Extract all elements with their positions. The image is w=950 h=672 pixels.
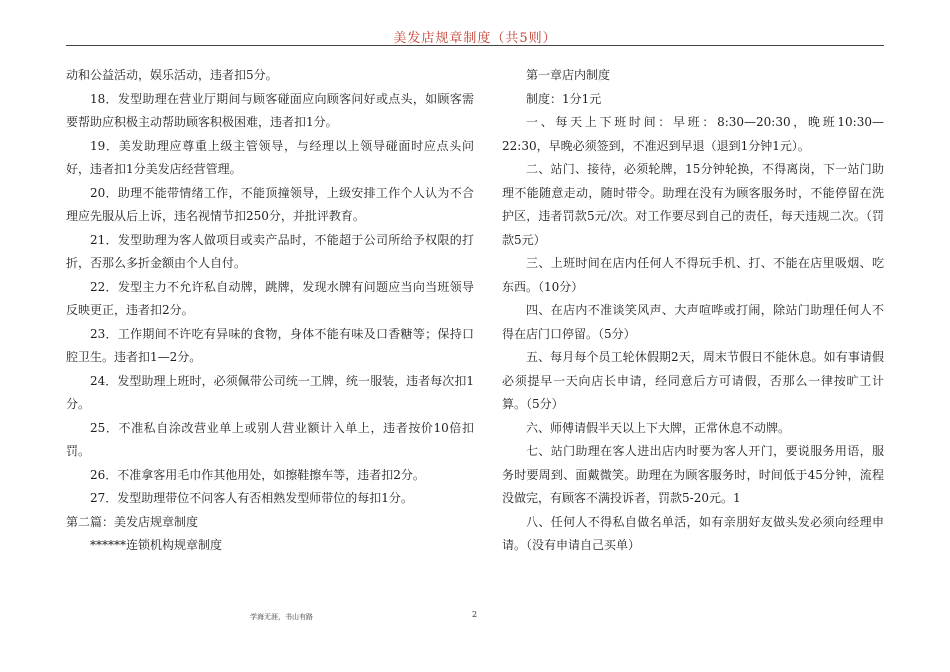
paragraph: 25．不准私自涂改营业单上或别人营业额计入单上，违者按价10倍扣罚。 xyxy=(66,420,474,458)
paragraph: 动和公益活动，娱乐活动，违者扣5分。 xyxy=(66,68,278,82)
document-header-title: 美发店规章制度（共5则） xyxy=(393,31,557,46)
paragraph: 19．美发助理应尊重上级主管领导，与经理以上领导碰面时应点头问好，违者扣1分美发店经营管理。 xyxy=(66,138,474,176)
paragraph: 一、每天上下班时间：早班：8:30—20:30，晚班10:30—22:30，早晚必须签到，不准迟到早退（退到1分钟1元）。 xyxy=(502,115,884,153)
paragraph: 第二篇：美发店规章制度 xyxy=(66,514,199,529)
paragraph: 七、站门助理在客人进出店内时要为客人开门，要说服务用语，服务时要周到、面戴微笑。助理在为顾客服务时，时间低于45分钟，流程没做完，有顾客不满投诉者，罚款5-20元。1 xyxy=(502,444,884,505)
paragraph: 27．发型助理带位不问客人有否相熟发型师带位的每扣1分。 xyxy=(90,491,413,505)
paragraph: 26．不准拿客用毛巾作其他用处，如擦鞋擦车等，违者扣2分。 xyxy=(90,467,425,482)
page-number: 2 xyxy=(472,610,478,619)
paragraph: 二、站门、接待，必须轮牌，15分钟轮换，不得离岗，下一站门助理不能随意走动，随时带令。助理在没有为顾客服务时，不能停留在洗护区，违者罚款5元/次。对工作要尽到自己的责任，每天违规二次。（罚款5元） xyxy=(502,162,884,247)
right-text-column xyxy=(502,64,884,558)
paragraph: 第一章店内制度 xyxy=(526,68,611,82)
paragraph: 六、师傅请假半天以上下大牌，正常休息不动牌。 xyxy=(526,420,791,435)
footer-motto: 学海无涯，书山有路 xyxy=(250,613,313,621)
paragraph: 八、任何人不得私自做名单活，如有亲朋好友做头发必须向经理申请。（没有申请自己买单） xyxy=(502,514,884,552)
paragraph: 四、在店内不准谈笑风声、大声喧哗或打闹，除站门助理任何人不得在店门口停留。（5分） xyxy=(502,303,884,341)
paragraph: 20．助理不能带情绪工作，不能顶撞领导，上级安排工作个人认为不合理应先服从后上诉，违名视情节扣250分，并批评教育。 xyxy=(66,185,474,223)
paragraph: 22．发型主力不允许私自动牌，跳牌，发现水牌有问题应当向当班领导反映更正，违者扣2分。 xyxy=(66,279,474,317)
paragraph: 21．发型助理为客人做项目或卖产品时，不能超于公司所给予权限的打折，否那么多折金额由个人自付。 xyxy=(66,232,474,270)
header-divider xyxy=(66,45,884,46)
paragraph: 制度：1分1元 xyxy=(526,91,602,106)
left-text-column xyxy=(66,64,474,558)
paragraph: 24．发型助理上班时，必须佩带公司统一工牌，统一服装，违者每次扣1分。 xyxy=(66,373,474,411)
paragraph: ******连锁机构规章制度 xyxy=(90,538,223,552)
paragraph: 23．工作期间不许吃有异味的食物，身体不能有味及口香糖等；保持口腔卫生。违者扣1—2分。 xyxy=(66,326,474,364)
paragraph: 五、每月每个员工轮休假期2天，周末节假日不能休息。如有事请假必须提早一天向店长申请，经同意后方可请假，否那么一律按旷工计算。（5分） xyxy=(502,350,884,411)
paragraph: 18．发型助理在营业厅期间与顾客碰面应向顾客问好或点头，如顾客需要帮助应积极主动帮助顾客积极困难，违者扣1分。 xyxy=(66,91,474,129)
paragraph: 三、上班时间在店内任何人不得玩手机、打、不能在店里吸烟、吃东西。（10分） xyxy=(502,256,884,294)
